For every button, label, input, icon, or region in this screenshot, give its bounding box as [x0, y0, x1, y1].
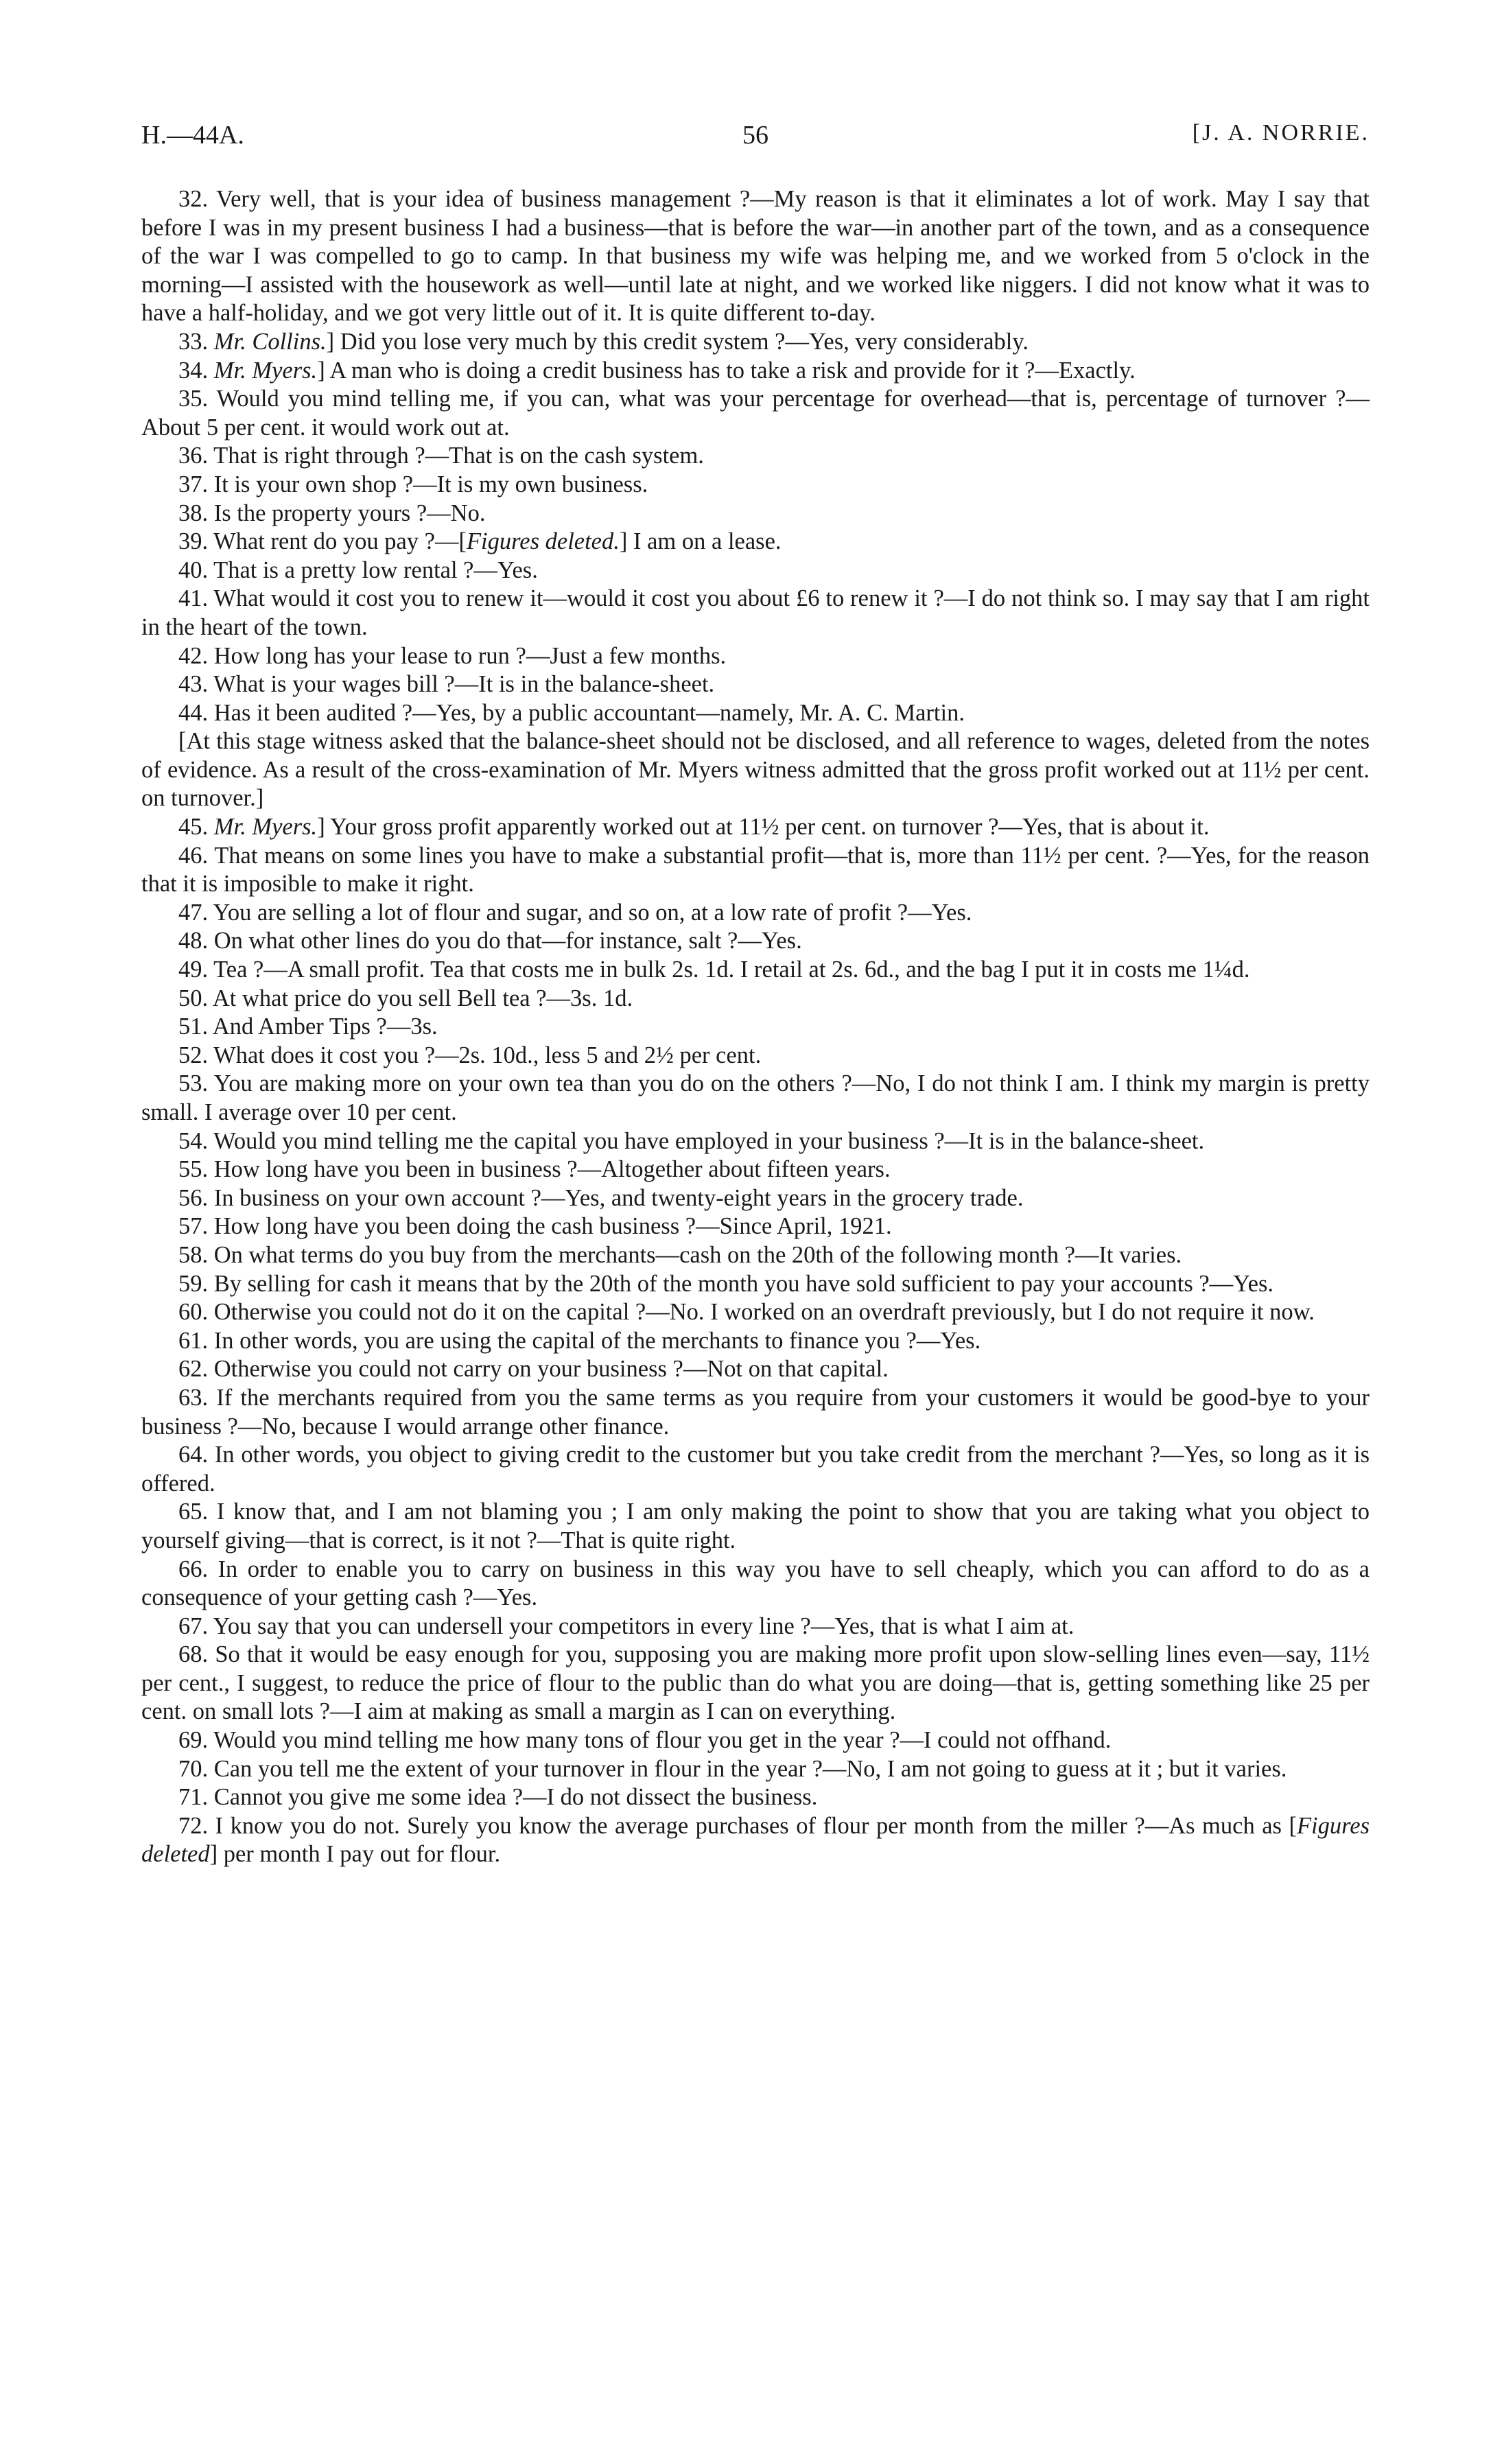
evidence-paragraph	[141, 899, 1370, 928]
paragraph-text: 39. What rent do you pay ?—[	[178, 528, 467, 555]
evidence-paragraph	[141, 357, 1370, 386]
paragraph-text: 33.	[178, 328, 214, 355]
paragraph-text: 57. How long have you been doing the cash business ?—Since April, 1921.	[178, 1213, 892, 1240]
evidence-paragraph	[141, 1155, 1370, 1184]
paragraph-text: 51. And Amber Tips ?—3s.	[178, 1013, 438, 1040]
evidence-paragraph	[141, 985, 1370, 1013]
evidence-paragraph	[141, 1212, 1370, 1241]
paragraph-text: 68. So that it would be easy enough for you, supposing you are making more profit upon slow-selling lines even—say, 11½ per cent., I suggest, to reduce the price of flour to the public than do what you are doing—that is, getting something like 25 per cent. on small lots ?—I aim at making as small a margin as I can on everything.	[141, 1641, 1370, 1725]
paragraph-text: 67. You say that you can undersell your competitors in every line ?—Yes, that is what I aim at.	[178, 1612, 1075, 1639]
evidence-paragraph	[141, 1556, 1370, 1612]
paragraph-text: 55. How long have you been in business ?—Altogether about fifteen years.	[178, 1156, 891, 1183]
paragraph-text: 37. It is your own shop ?—It is my own business.	[178, 471, 648, 497]
italic-text: Figures deleted	[141, 1812, 1370, 1868]
evidence-paragraph	[141, 1127, 1370, 1156]
italic-text: Mr. Myers.	[213, 814, 318, 841]
evidence-paragraph	[141, 185, 1370, 328]
paragraph-text: [At this stage witness asked that the balance-sheet should not be disclosed, and all reference to wages, deleted from the notes of evidence. As a result of the cross-examination of Mr. Myers witness admitted that the gross profit worked out at 11½ per cent. on turnover.]	[141, 728, 1370, 812]
paragraph-text: 52. What does it cost you ?—2s. 10d., less 5 and 2½ per cent.	[178, 1042, 762, 1068]
evidence-paragraph	[141, 1070, 1370, 1127]
paragraph-text: 56. In business on your own account ?—Yes, and twenty-eight years in the grocery trade.	[178, 1184, 1024, 1211]
paragraph-text: 65. I know that, and I am not blaming you ; I am only making the point to show that you are taking what you object to yourself giving—that is correct, is it not ?—That is quite right.	[141, 1499, 1370, 1553]
evidence-paragraph	[141, 1384, 1370, 1441]
paragraph-text: 71. Cannot you give me some idea ?—I do not dissect the business.	[178, 1784, 818, 1811]
paragraph-text: 70. Can you tell me the extent of your turnover in flour in the year ?—No, I am not going to guess at it ; but it varies.	[178, 1755, 1287, 1782]
evidence-paragraph	[141, 956, 1370, 985]
evidence-paragraph	[141, 842, 1370, 899]
evidence-paragraph	[141, 1755, 1370, 1784]
evidence-paragraph	[141, 1270, 1370, 1299]
paragraph-text: 59. By selling for cash it means that by the 20th of the month you have sold sufficient to pay your accounts ?—Yes.	[178, 1270, 1274, 1297]
evidence-paragraph	[141, 385, 1370, 442]
italic-text: Mr. Collins.	[213, 328, 327, 355]
evidence-paragraph	[141, 813, 1370, 842]
paper-reference: H.—44A.	[141, 121, 244, 150]
evidence-paragraph	[141, 1042, 1370, 1070]
paragraph-text: 60. Otherwise you could not do it on the capital ?—No. I worked on an overdraft previously, but I do not require it now.	[178, 1299, 1315, 1326]
evidence-paragraph	[141, 1013, 1370, 1042]
evidence-paragraph	[141, 1783, 1370, 1812]
paragraph-text: ] per month I pay out for flour.	[209, 1841, 501, 1868]
italic-text: Mr. Myers.	[213, 357, 318, 384]
paragraph-text: 50. At what price do you sell Bell tea ?—3s. 1d.	[178, 985, 633, 1011]
evidence-paragraph	[141, 927, 1370, 956]
paragraph-text: 72. I know you do not. Surely you know the average purchases of flour per month from the miller ?—As much as [	[178, 1812, 1297, 1839]
paragraph-text: 48. On what other lines do you do that—for instance, salt ?—Yes.	[178, 928, 802, 954]
italic-text: Figures deleted.	[466, 528, 620, 555]
paragraph-text: 62. Otherwise you could not carry on your business ?—Not on that capital.	[178, 1356, 889, 1383]
paragraph-text: 38. Is the property yours ?—No.	[178, 500, 486, 526]
paragraph-text: 42. How long has your lease to run ?—Just a few months.	[178, 642, 727, 669]
evidence-paragraph	[141, 1241, 1370, 1270]
paragraph-text: 47. You are selling a lot of flour and sugar, and so on, at a low rate of profit ?—Yes.	[178, 899, 972, 926]
page-number: 56	[742, 121, 768, 150]
evidence-paragraph	[141, 699, 1370, 728]
evidence-paragraph	[141, 1298, 1370, 1327]
evidence-paragraph	[141, 1355, 1370, 1384]
paragraph-text: 66. In order to enable you to carry on business in this way you have to sell cheaply, which you can afford to do as a consequence of your getting cash ?—Yes.	[141, 1556, 1370, 1611]
evidence-paragraph	[141, 1327, 1370, 1356]
paragraph-text: 58. On what terms do you buy from the merchants—cash on the 20th of the following month ?—It varies.	[178, 1241, 1182, 1268]
evidence-paragraph	[141, 1184, 1370, 1213]
paragraph-text: 44. Has it been audited ?—Yes, by a public accountant—namely, Mr. A. C. Martin.	[178, 699, 965, 726]
evidence-paragraph	[141, 1641, 1370, 1726]
paragraph-text: 53. You are making more on your own tea than you do on the others ?—No, I do not think I am. I think my margin is pretty small. I average over 10 per cent.	[141, 1070, 1370, 1125]
evidence-paragraph	[141, 442, 1370, 471]
evidence-paragraph	[141, 556, 1370, 585]
paragraph-text: 35. Would you mind telling me, if you can, what was your percentage for overhead—that is, percentage of turnover ?—About 5 per cent. it would work out at.	[141, 386, 1370, 441]
evidence-paragraph	[141, 642, 1370, 671]
paragraph-text: ] Your gross profit apparently worked out at 11½ per cent. on turnover ?—Yes, that is about it.	[317, 814, 1210, 841]
paragraph-text: ] A man who is doing a credit business has to take a risk and provide for it ?—Exactly.	[317, 357, 1136, 384]
evidence-paragraph	[141, 1498, 1370, 1555]
paragraph-text: 32. Very well, that is your idea of business management ?—My reason is that it eliminates a lot of work. May I say that before I was in my present business I had a business—that is before the war—in another part of the town, and as a consequence of the war I was compelled to go to camp. In that business my wife was helping me, and we worked from 5 o'clock in the morning—I assisted with the housework as well—until late at night, and we worked like niggers. I did not know what it was to have a half-holiday, and we got very little out of it. It is quite different to-day.	[141, 186, 1370, 327]
evidence-paragraph	[141, 585, 1370, 642]
paragraph-text: 46. That means on some lines you have to make a substantial profit—that is, more than 11½ per cent. ?—Yes, for the reason that it is imposible to make it right.	[141, 842, 1370, 897]
paragraph-text: 43. What is your wages bill ?—It is in the balance-sheet.	[178, 671, 715, 698]
paragraph-text: 49. Tea ?—A small profit. Tea that costs me in bulk 2s. 1d. I retail at 2s. 6d., and the bag I put it in costs me 1¼d.	[178, 957, 1250, 983]
evidence-paragraph	[141, 500, 1370, 528]
evidence-paragraph	[141, 1812, 1370, 1869]
evidence-text	[141, 185, 1370, 1869]
evidence-paragraph	[141, 328, 1370, 357]
paragraph-text: ] I am on a lease.	[619, 528, 782, 555]
paragraph-text: 45.	[178, 814, 214, 841]
paragraph-text: 40. That is a pretty low rental ?—Yes.	[178, 556, 538, 583]
paragraph-text: 36. That is right through ?—That is on the cash system.	[178, 443, 704, 469]
page-header	[141, 120, 1370, 161]
paragraph-text: 64. In other words, you object to giving credit to the customer but you take credit from the merchant ?—Yes, so long as it is offered.	[141, 1442, 1370, 1497]
witness-name: [J. A. NORRIE.	[1192, 120, 1370, 145]
paragraph-text: 61. In other words, you are using the capital of the merchants to finance you ?—Yes.	[178, 1327, 981, 1354]
paragraph-text: ] Did you lose very much by this credit system ?—Yes, very considerably.	[326, 328, 1029, 355]
evidence-paragraph	[141, 670, 1370, 699]
evidence-paragraph	[141, 471, 1370, 500]
evidence-paragraph	[141, 1441, 1370, 1498]
evidence-paragraph	[141, 727, 1370, 813]
paragraph-text: 63. If the merchants required from you the same terms as you require from your customers it would be good-bye to your business ?—No, because I would arrange other finance.	[141, 1384, 1370, 1440]
paragraph-text: 34.	[178, 357, 214, 384]
paragraph-text: 41. What would it cost you to renew it—would it cost you about £6 to renew it ?—I do not think so. I may say that I am right in the heart of the town.	[141, 585, 1370, 640]
evidence-paragraph	[141, 528, 1370, 556]
paragraph-text: 54. Would you mind telling me the capital you have employed in your business ?—It is in the balance-sheet.	[178, 1127, 1205, 1154]
paragraph-text: 69. Would you mind telling me how many tons of flour you get in the year ?—I could not offhand.	[178, 1727, 1112, 1754]
evidence-paragraph	[141, 1726, 1370, 1755]
evidence-paragraph	[141, 1612, 1370, 1641]
